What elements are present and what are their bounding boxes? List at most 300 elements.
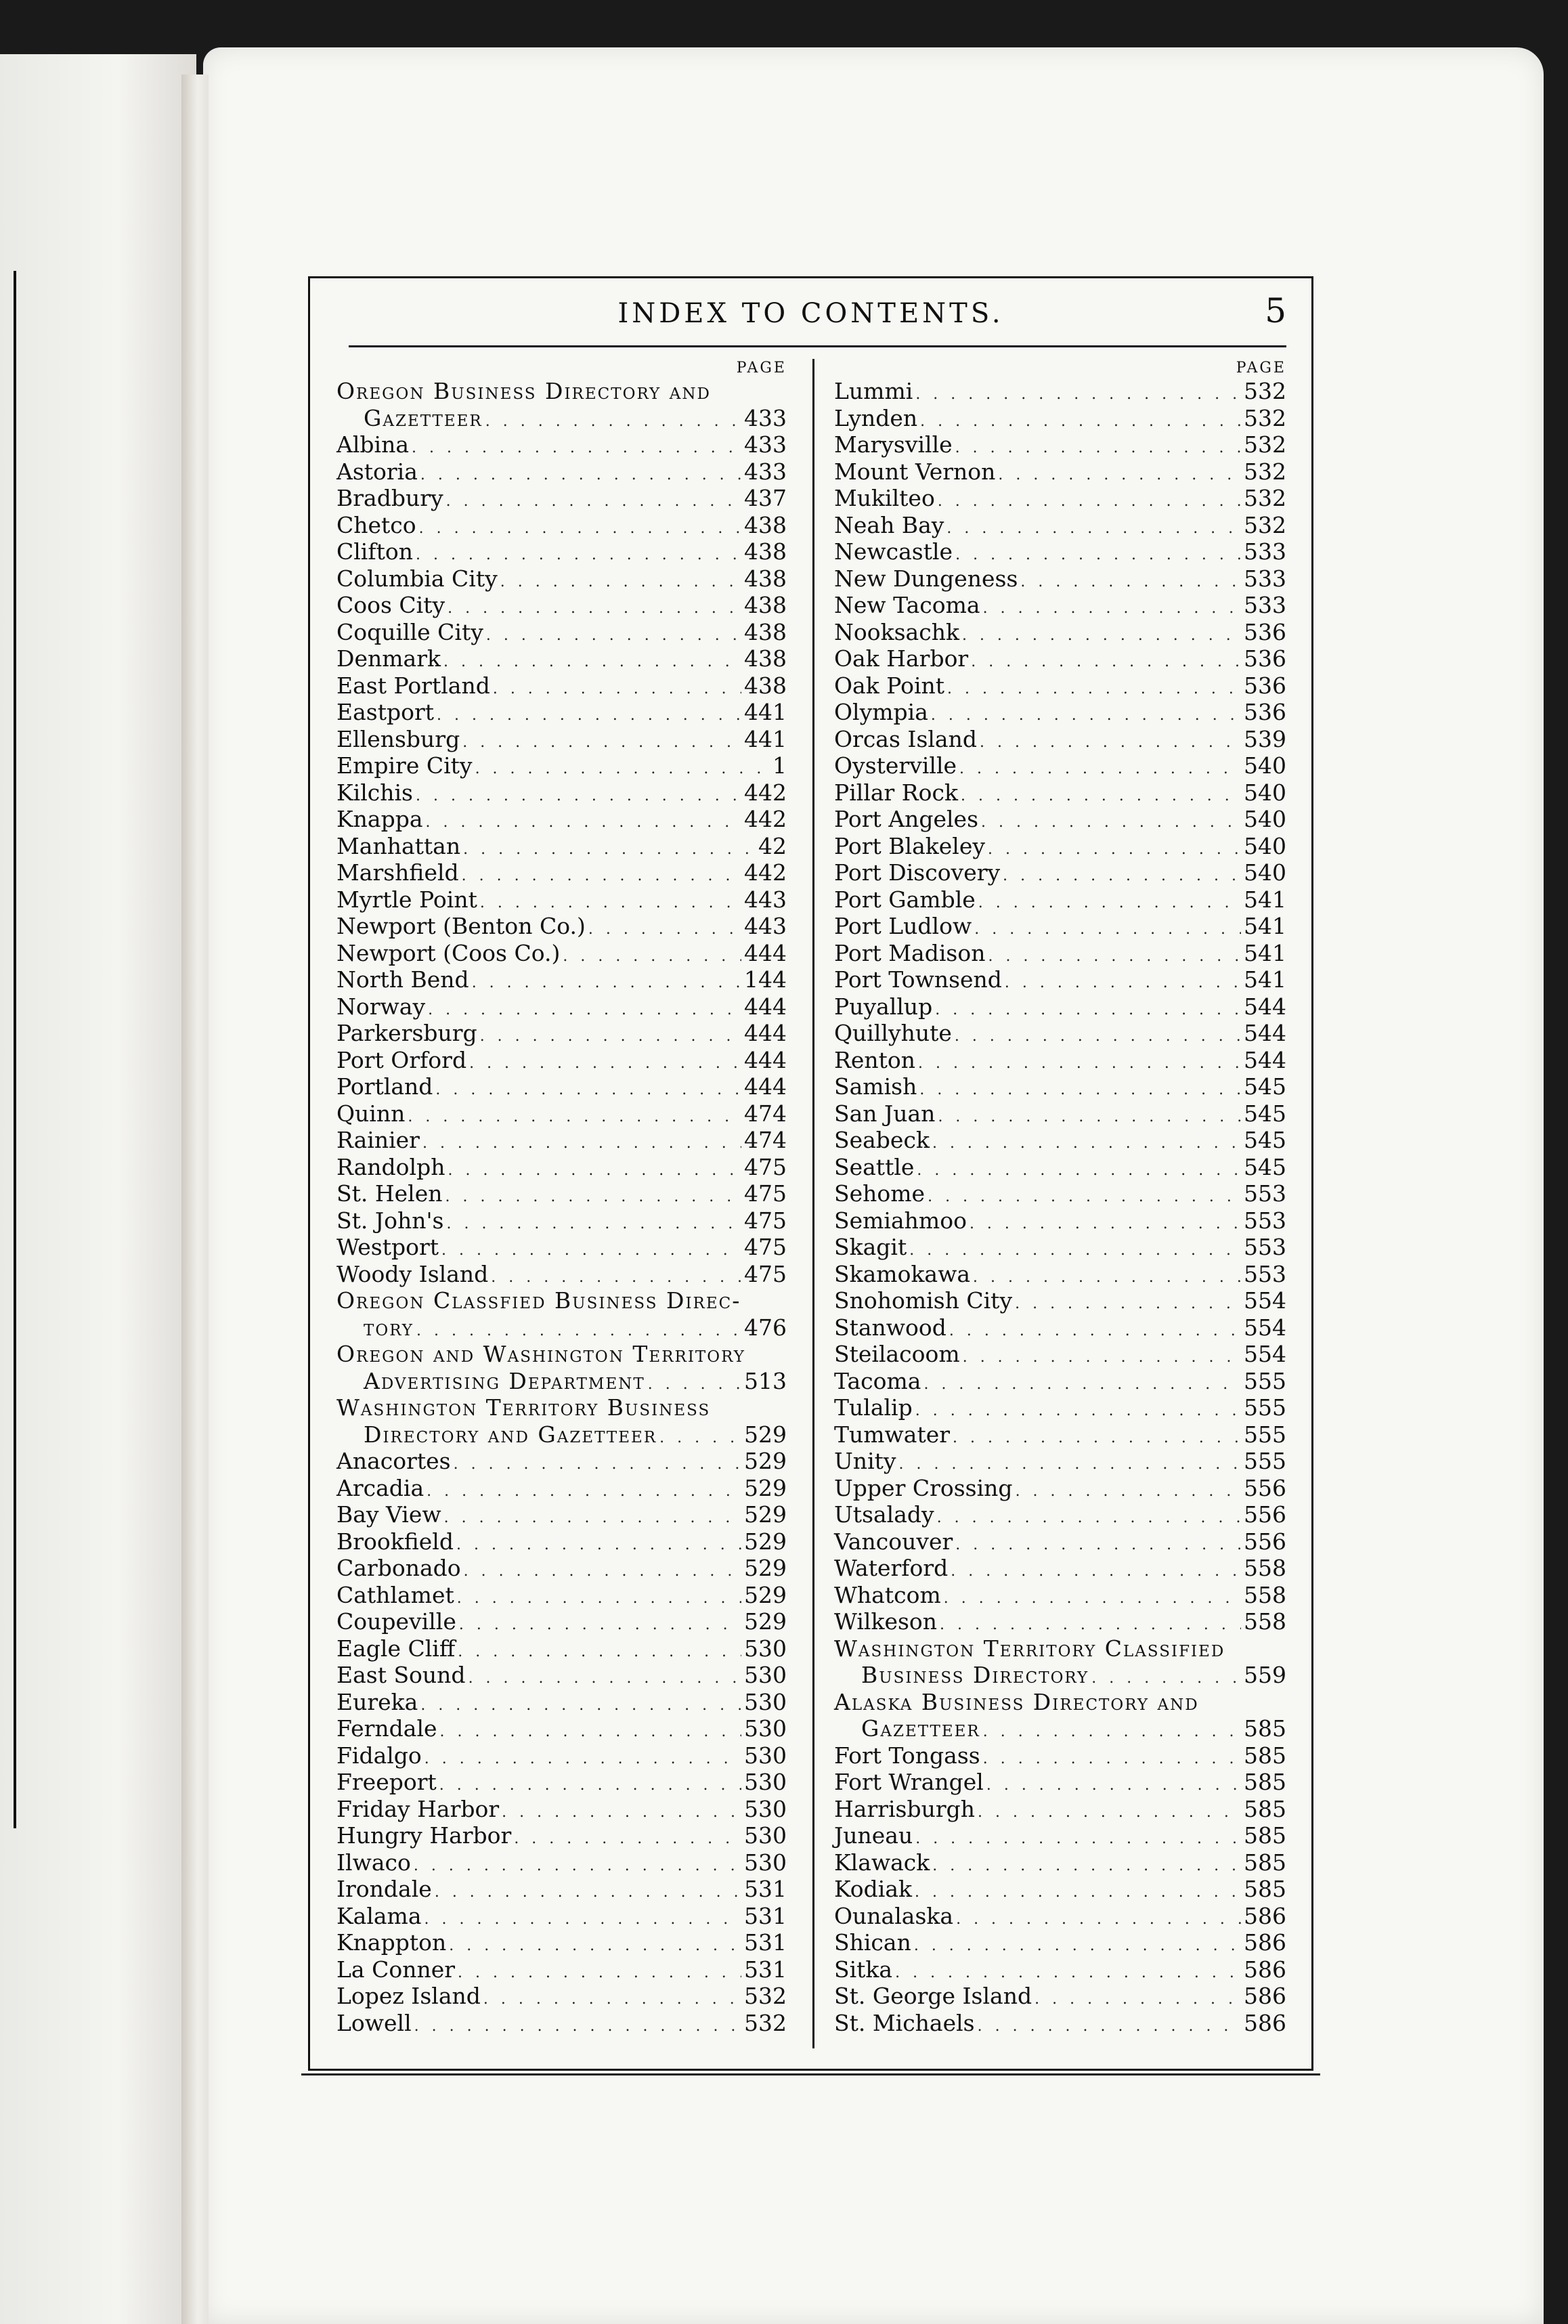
dot-leader: [457, 1582, 741, 1612]
dot-leader: [443, 645, 741, 676]
entry-name: Parkersburg: [336, 1020, 477, 1046]
entry-page-number: 554: [1244, 1287, 1286, 1314]
dot-leader: [426, 806, 741, 836]
entry-page-number: 529: [744, 1528, 787, 1555]
index-entry: [336, 1127, 787, 1154]
entry-name: Carbonado: [336, 1555, 461, 1581]
entry-page-number: 476: [744, 1314, 787, 1341]
index-entry: [834, 1020, 1286, 1047]
entry-page-number: 585: [1244, 1742, 1286, 1769]
entry-name: New Tacoma: [834, 592, 980, 618]
entry-page-number: 475: [744, 1180, 787, 1207]
entry-name: Freeport: [336, 1769, 437, 1795]
entry-page-number: 555: [1244, 1367, 1286, 1394]
index-entry: [336, 966, 787, 993]
index-entry: [834, 1127, 1286, 1154]
index-column-left: [336, 359, 787, 2036]
dot-leader: [988, 833, 1241, 863]
index-entry: [834, 538, 1286, 565]
dot-leader: [448, 592, 741, 622]
book-gutter: [181, 74, 209, 2324]
index-entry: [336, 1983, 787, 2010]
index-entry: [834, 1448, 1286, 1475]
index-entry: [834, 1207, 1286, 1234]
entry-page-number: 536: [1244, 618, 1286, 645]
entry-name: La Conner: [336, 1956, 456, 1983]
index-entry: [336, 1769, 787, 1796]
index-entry: [834, 1715, 1286, 1742]
dot-leader: [938, 1100, 1241, 1131]
dot-leader: [416, 779, 741, 810]
index-entry: [336, 1368, 787, 1395]
dot-leader: [416, 538, 741, 569]
entry-name: Arcadia: [336, 1474, 424, 1501]
entry-name: Juneau: [834, 1822, 913, 1849]
entry-name: Coquille City: [336, 618, 483, 645]
entry-page-number: 545: [1244, 1073, 1286, 1100]
entry-page-number: 545: [1244, 1100, 1286, 1127]
entry-page-number: 544: [1244, 993, 1286, 1020]
index-entry: [336, 752, 787, 779]
dot-leader: [485, 405, 741, 435]
dot-leader: [1003, 859, 1241, 890]
index-entry: [336, 1421, 787, 1448]
index-entry: [834, 485, 1286, 512]
dot-leader: [955, 1020, 1241, 1050]
entry-name: Port Blakeley: [834, 832, 985, 859]
dot-leader: [1005, 966, 1241, 997]
entry-name: Newcastle: [834, 538, 953, 565]
entry-page-number: 529: [744, 1448, 787, 1474]
entry-page-number: 556: [1244, 1501, 1286, 1528]
entry-page-number: 530: [744, 1688, 787, 1715]
dot-leader: [940, 1608, 1241, 1639]
index-entry: [336, 1207, 787, 1234]
entry-page-number: 586: [1244, 2009, 1286, 2036]
entry-name: Directory and Gazetteer: [364, 1421, 657, 1448]
index-entry: [834, 1047, 1286, 1074]
entry-name: Tacoma: [834, 1367, 921, 1394]
index-entry: [834, 378, 1286, 405]
entry-page-number: 536: [1244, 672, 1286, 699]
entry-page-number: 532: [744, 2009, 787, 2036]
dot-leader: [659, 1421, 741, 1452]
entry-name: Gazetteer: [364, 404, 483, 431]
dot-leader: [998, 458, 1241, 489]
entry-page-number: 558: [1244, 1555, 1286, 1581]
entry-page-number: 529: [744, 1555, 787, 1581]
entry-name: Mukilteo: [834, 485, 935, 511]
dot-leader: [937, 1501, 1241, 1532]
dot-leader: [472, 966, 741, 997]
dot-leader: [412, 431, 741, 462]
dot-leader: [1091, 1662, 1241, 1692]
entry-name: St. George Island: [834, 1983, 1032, 2009]
entry-name: Tumwater: [834, 1421, 951, 1448]
index-entry: [834, 458, 1286, 486]
entry-name: Business Directory: [861, 1662, 1089, 1688]
entry-name: Lowell: [336, 2009, 412, 2036]
index-entry: [336, 913, 787, 940]
entry-name: Wilkeson: [834, 1608, 938, 1635]
index-column-right: [834, 359, 1286, 2036]
entry-page-number: 530: [744, 1849, 787, 1876]
dot-leader: [514, 1822, 741, 1853]
index-entry: [336, 1180, 787, 1207]
entry-page-number: 533: [1244, 565, 1286, 592]
entry-page-number: 530: [744, 1662, 787, 1688]
entry-name: Oysterville: [834, 752, 957, 779]
dot-leader: [980, 726, 1241, 756]
entry-page-number: 529: [744, 1421, 787, 1448]
entry-page-number: 545: [1244, 1127, 1286, 1153]
index-entry: [336, 1796, 787, 1823]
dot-leader: [895, 1956, 1241, 1987]
entry-name: St. Michaels: [834, 2009, 975, 2036]
dot-leader: [419, 512, 741, 542]
index-entry: [834, 1180, 1286, 1207]
dot-leader: [458, 1956, 741, 1987]
entry-page-number: 555: [1244, 1394, 1286, 1421]
entry-name: Sitka: [834, 1956, 893, 1983]
dot-leader: [424, 1742, 741, 1773]
dot-leader: [932, 1849, 1241, 1880]
entry-name: Westport: [336, 1234, 439, 1260]
dot-leader: [917, 1154, 1241, 1184]
entry-page-number: 529: [744, 1501, 787, 1528]
entry-name: Knappton: [336, 1929, 447, 1956]
entry-name: Columbia City: [336, 565, 498, 592]
entry-name: Chetco: [336, 511, 416, 538]
entry-name: Renton: [834, 1046, 916, 1073]
index-entry: [834, 1555, 1286, 1582]
index-entry: [336, 1929, 787, 1956]
entry-name: Vancouver: [834, 1528, 953, 1555]
index-entry: [336, 431, 787, 458]
dot-leader: [935, 993, 1241, 1024]
entry-name: St. Helen: [336, 1180, 443, 1207]
entry-name: Upper Crossing: [834, 1474, 1013, 1501]
index-entry: [336, 458, 787, 486]
index-entry: [834, 619, 1286, 646]
entry-page-number: 558: [1244, 1581, 1286, 1608]
entry-page-number: 438: [744, 538, 787, 565]
entry-page-number: 540: [1244, 779, 1286, 806]
entry-page-number: 532: [1244, 378, 1286, 404]
entry-name: Bradbury: [336, 485, 443, 511]
entry-name: Snohomish City: [834, 1287, 1013, 1314]
dot-leader: [955, 1528, 1241, 1559]
index-entry: [336, 565, 787, 593]
index-entry: [834, 1528, 1286, 1555]
index-entry: [834, 1822, 1286, 1849]
entry-name: Rainier: [336, 1127, 420, 1153]
page-column-label: PAGE: [736, 360, 787, 376]
entry-name: Stanwood: [834, 1314, 946, 1341]
index-entry: [336, 405, 787, 432]
entry-page-number: 544: [1244, 1046, 1286, 1073]
entry-name: Port Angeles: [834, 806, 979, 832]
index-entry: [834, 672, 1286, 700]
dot-leader: [483, 1983, 741, 2013]
dot-leader: [446, 1207, 741, 1238]
entry-page-number: 438: [744, 672, 787, 699]
dot-leader: [978, 2010, 1241, 2040]
index-entry: [834, 645, 1286, 672]
column-divider: [812, 359, 814, 2048]
entry-name: Skamokawa: [834, 1260, 971, 1287]
entry-name: Gazetteer: [861, 1715, 980, 1742]
entry-name: Brookfield: [336, 1528, 454, 1555]
entry-name: Port Orford: [336, 1046, 467, 1073]
entry-page-number: 532: [744, 1983, 787, 2009]
index-entry: [834, 1796, 1286, 1823]
dot-leader: [424, 1903, 741, 1933]
index-entry: [336, 592, 787, 619]
index-entry: [336, 1555, 787, 1582]
dot-leader: [500, 565, 741, 596]
entry-name: Cathlamet: [336, 1581, 454, 1608]
dot-leader: [955, 538, 1241, 569]
index-entry: [834, 1956, 1286, 1983]
entry-name: Port Madison: [834, 939, 986, 966]
entry-page-number: 444: [744, 1020, 787, 1046]
entry-page-number: 531: [744, 1902, 787, 1929]
index-entry: [834, 913, 1286, 940]
entry-name: New Dungeness: [834, 565, 1018, 592]
dot-leader: [420, 458, 741, 489]
entry-name: Pillar Rock: [834, 779, 958, 806]
entry-page-number: 541: [1244, 886, 1286, 913]
index-entry: [336, 806, 787, 833]
dot-leader: [469, 1047, 741, 1077]
dot-leader: [448, 1154, 741, 1184]
entry-page-number: 586: [1244, 1929, 1286, 1956]
dot-leader: [961, 779, 1241, 810]
dot-leader: [462, 859, 741, 890]
dot-leader: [918, 1047, 1241, 1077]
index-entry: [336, 1956, 787, 1983]
dot-leader: [439, 1769, 741, 1799]
entry-name: Samish: [834, 1073, 917, 1100]
entry-name: Harrisburgh: [834, 1795, 976, 1822]
index-entry: [336, 1073, 787, 1100]
dot-leader: [983, 1742, 1241, 1773]
entry-page-number: 442: [744, 806, 787, 832]
entry-name: Ellensburg: [336, 725, 460, 752]
entry-page-number: 532: [1244, 431, 1286, 458]
dot-leader: [946, 512, 1241, 542]
index-entry: [834, 1287, 1286, 1314]
entry-name: Lummi: [834, 378, 913, 404]
entry-page-number: 554: [1244, 1341, 1286, 1367]
entry-name: Ferndale: [336, 1715, 437, 1742]
entry-page-number: 438: [744, 618, 787, 645]
dot-leader: [983, 1715, 1241, 1746]
dot-leader: [427, 1475, 741, 1505]
dot-leader: [469, 1662, 741, 1692]
entry-name: Seattle: [834, 1153, 915, 1180]
entry-page-number: 540: [1244, 752, 1286, 779]
entry-page-number: 555: [1244, 1421, 1286, 1448]
dot-leader: [446, 485, 741, 515]
entry-page-number: 586: [1244, 1956, 1286, 1983]
entry-name: Bay View: [336, 1501, 441, 1528]
entry-name: Norway: [336, 993, 426, 1020]
frame-bottom-rule: [301, 2073, 1320, 2075]
index-entry: [834, 1154, 1286, 1181]
dot-leader: [456, 1528, 741, 1559]
entry-page-number: 585: [1244, 1769, 1286, 1795]
index-entry: [336, 1314, 787, 1341]
entry-page-number: 530: [744, 1715, 787, 1742]
entry-name: Advertising Department: [364, 1367, 645, 1394]
entry-page-number: 530: [744, 1769, 787, 1795]
dot-leader: [416, 1314, 741, 1345]
index-entry: [834, 1100, 1286, 1127]
dot-leader: [915, 1822, 1241, 1853]
entry-name: Coupeville: [336, 1608, 456, 1635]
entry-name: Mount Vernon: [834, 458, 996, 485]
dot-leader: [422, 1127, 741, 1157]
entry-page-number: 433: [744, 458, 787, 485]
entry-page-number: 544: [1244, 1020, 1286, 1046]
dot-leader: [938, 485, 1241, 515]
entry-page-number: 585: [1244, 1849, 1286, 1876]
index-entry: [834, 431, 1286, 458]
dot-leader: [959, 752, 1241, 783]
entry-name: Utsalady: [834, 1501, 934, 1528]
index-entry: [336, 1047, 787, 1074]
entry-name: Denmark: [336, 645, 441, 672]
index-entry: [834, 1314, 1286, 1341]
dot-leader: [919, 1073, 1241, 1104]
dot-leader: [440, 1715, 741, 1746]
entry-name: Newport (Coos Co.): [336, 939, 561, 966]
index-entry: [336, 1822, 787, 1849]
entry-page-number: 554: [1244, 1314, 1286, 1341]
entry-name: Lynden: [834, 404, 918, 431]
entry-name: Seabeck: [834, 1127, 930, 1153]
entry-name: Ilwaco: [336, 1849, 411, 1876]
entry-page-number: 553: [1244, 1234, 1286, 1260]
entry-name: St. John's: [336, 1207, 444, 1234]
entry-page-number: 42: [758, 832, 787, 859]
dot-leader: [1035, 1983, 1241, 2013]
dot-leader: [449, 1929, 741, 1960]
entry-page-number: 533: [1244, 592, 1286, 618]
dot-leader: [909, 1234, 1241, 1264]
dot-leader: [454, 1448, 741, 1478]
index-entry: [834, 1475, 1286, 1502]
dot-leader: [444, 1501, 741, 1532]
entry-page-number: 1: [772, 752, 787, 779]
index-entry: [834, 1929, 1286, 1956]
dot-leader: [563, 940, 741, 970]
dot-leader: [944, 1582, 1241, 1612]
dot-leader: [915, 1394, 1241, 1425]
index-entry: [834, 1394, 1286, 1421]
index-entry: [834, 1261, 1286, 1288]
index-entry: [336, 859, 787, 886]
dot-leader: [463, 833, 756, 863]
index-entry: [834, 1876, 1286, 1903]
entry-page-number: 530: [744, 1742, 787, 1769]
entry-name: Tulalip: [834, 1394, 913, 1421]
index-entry: [336, 485, 787, 512]
dot-leader: [981, 806, 1241, 836]
page-number: 5: [1265, 291, 1286, 330]
dot-leader: [971, 645, 1241, 676]
index-entry: [834, 699, 1286, 726]
entry-page-number: 530: [744, 1822, 787, 1849]
dot-leader: [493, 672, 741, 703]
entry-name: Sehome: [834, 1180, 925, 1207]
dot-leader: [963, 1341, 1241, 1371]
index-entry: [834, 1582, 1286, 1609]
entry-page-number: 532: [1244, 485, 1286, 511]
entry-name: Klawack: [834, 1849, 930, 1876]
index-entry: [336, 1475, 787, 1502]
entry-name: Empire City: [336, 752, 473, 779]
entry-name: Fort Tongass: [834, 1742, 980, 1769]
dot-leader: [480, 1020, 741, 1050]
dot-leader: [462, 726, 741, 756]
facing-page-rule: [0, 271, 16, 1828]
entry-page-number: 585: [1244, 1822, 1286, 1849]
dot-leader: [915, 378, 1241, 408]
entry-page-number: 530: [744, 1795, 787, 1822]
entry-page-number: 529: [744, 1581, 787, 1608]
entry-page-number: 529: [744, 1608, 787, 1635]
entry-page-number: 556: [1244, 1528, 1286, 1555]
entry-name: Irondale: [336, 1876, 432, 1902]
dot-leader: [962, 619, 1241, 649]
index-entry: [336, 1742, 787, 1769]
entry-name: Olympia: [834, 699, 928, 725]
dot-leader: [915, 1876, 1241, 1906]
entry-name: East Portland: [336, 672, 490, 699]
entry-page-number: 586: [1244, 1902, 1286, 1929]
index-entry: [834, 1662, 1286, 1689]
entry-name: Oak Harbor: [834, 645, 969, 672]
entry-name: Semiahmoo: [834, 1207, 967, 1234]
dot-leader: [920, 405, 1241, 435]
entry-page-number: 532: [1244, 511, 1286, 538]
entry-page-number: 441: [744, 725, 787, 752]
entry-page-number: 442: [744, 779, 787, 806]
index-entry: [336, 1234, 787, 1261]
index-entry: [336, 1662, 787, 1689]
dot-leader: [914, 1929, 1241, 1960]
index-section-heading: Oregon Classfied Business Direc-: [336, 1287, 741, 1314]
index-section-heading: Alaska Business Directory and: [834, 1688, 1199, 1715]
entry-name: Woody Island: [336, 1260, 489, 1287]
entry-page-number: 438: [744, 645, 787, 672]
index-entry: [834, 1742, 1286, 1769]
entry-name: Skagit: [834, 1234, 907, 1260]
dot-leader: [420, 1689, 741, 1719]
entry-name: Port Gamble: [834, 886, 976, 913]
index-entry: [834, 1234, 1286, 1261]
dot-leader: [502, 1796, 741, 1826]
index-entry: [336, 512, 787, 539]
index-entry: [336, 779, 787, 806]
index-entry: [834, 2010, 1286, 2037]
entry-page-number: 444: [744, 1073, 787, 1100]
entry-page-number: 433: [744, 404, 787, 431]
index-entry: [834, 726, 1286, 753]
